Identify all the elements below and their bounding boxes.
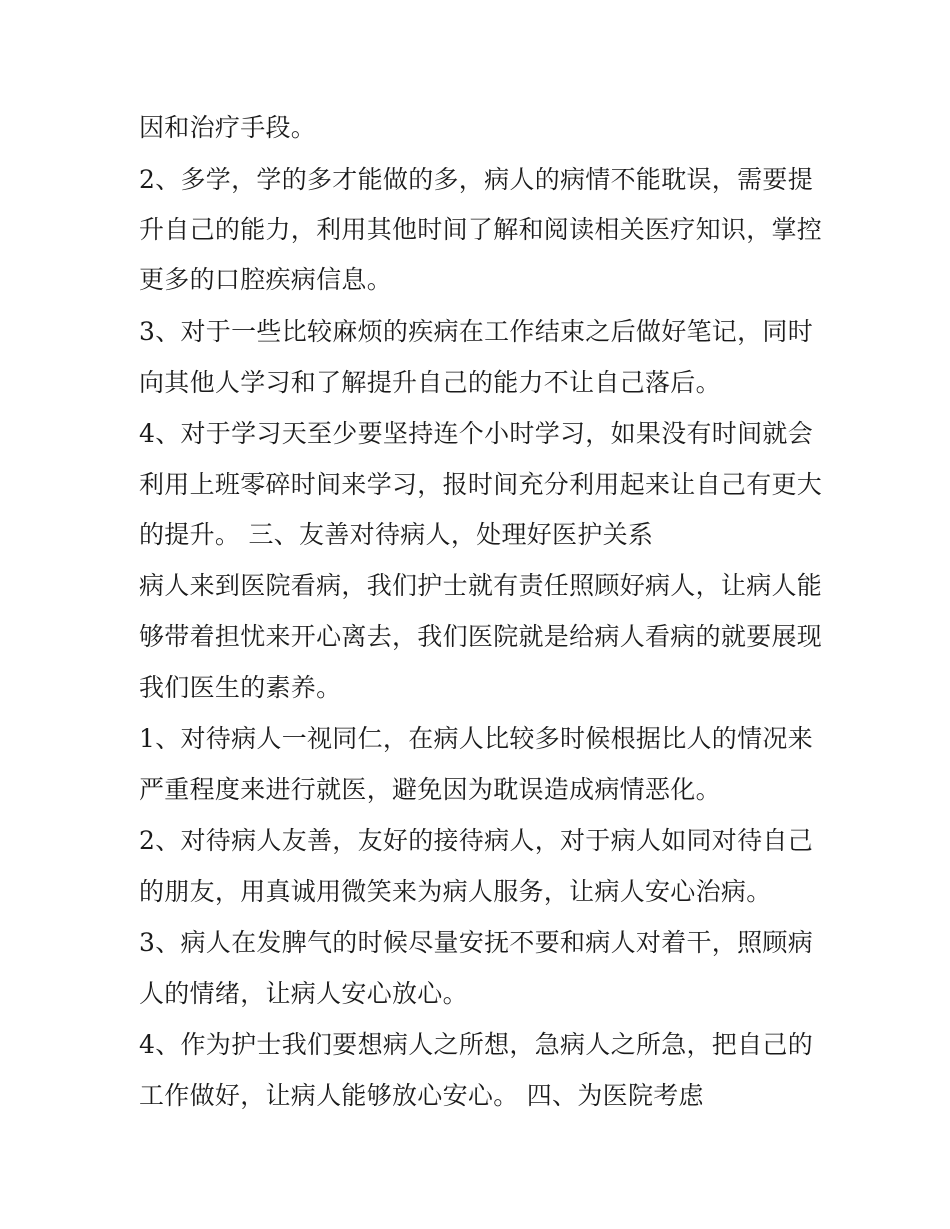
text-line: 人的情绪，让病人安心放心。 [139,979,468,1008]
text-line: 4、对于学习天至少要坚持连个小时学习，如果没有时间就会 [139,419,814,448]
text-line: 的朋友，用真诚用微笑来为病人服务，让病人安心治病。 [139,877,772,906]
text-line: 因和治疗手段。 [139,113,317,142]
text-line: 更多的口腔疾病信息。 [139,265,393,294]
text-line: 工作做好，让病人能够放心安心。 四、为医院考虑 [139,1081,704,1110]
text-line: 2、多学，学的多才能做的多，病人的病情不能耽误，需要提 [139,165,814,194]
text-line: 1、对待病人一视同仁，在病人比较多时候根据比人的情况来 [139,724,814,753]
text-line: 利用上班零碎时间来学习，报时间充分利用起来让自己有更大 [139,470,823,499]
text-line: 的提升。 三、友善对待病人，处理好医护关系 [139,520,654,549]
text-line: 3、病人在发脾气的时候尽量安抚不要和病人对着干，照顾病 [139,928,814,957]
text-line: 升自己的能力，利用其他时间了解和阅读相关医疗知识，掌控 [139,215,823,244]
text-line: 2、对待病人友善，友好的接待病人，对于病人如同对待自己 [139,826,814,855]
text-line: 我们医生的素养。 [139,673,342,702]
text-line: 向其他人学习和了解提升自己的能力不让自己落后。 [139,368,721,397]
text-line: 严重程度来进行就医，避免因为耽误造成病情恶化。 [139,775,721,804]
text-line: 3、对于一些比较麻烦的疾病在工作结束之后做好笔记，同时 [139,317,814,346]
text-line: 4、作为护士我们要想病人之所想，急病人之所急，把自己的 [139,1030,814,1059]
text-line: 够带着担忧来开心离去，我们医院就是给病人看病的就要展现 [139,622,823,651]
text-line: 病人来到医院看病，我们护士就有责任照顾好病人，让病人能 [139,571,823,600]
